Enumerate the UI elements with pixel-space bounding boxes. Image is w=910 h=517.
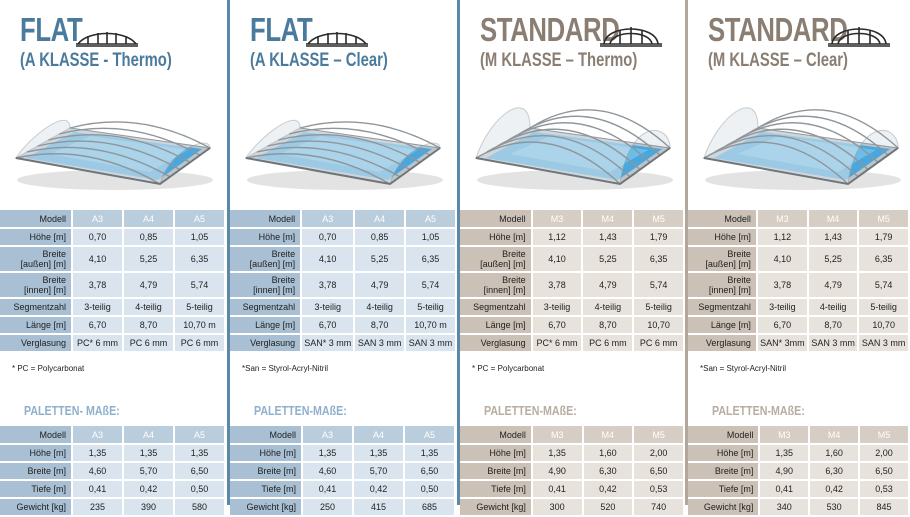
- table-cell: 4,90: [759, 462, 809, 480]
- table-cell: 4-teilig: [582, 298, 633, 316]
- product-column-standard-clear: [688, 0, 910, 512]
- table-cell: 0,42: [123, 480, 174, 498]
- row-label: [688, 272, 757, 298]
- row-label: Gewicht [kg]: [0, 498, 72, 516]
- table-cell: 580: [174, 498, 225, 516]
- table-row: [0, 298, 225, 316]
- row-label-line: Breite: [727, 249, 751, 259]
- row-label: Höhe [m]: [230, 228, 301, 246]
- table-cell: 6,35: [405, 246, 456, 272]
- table-header-row: [460, 210, 684, 228]
- table-cell: 4-teilig: [123, 298, 174, 316]
- table-row: [0, 334, 225, 352]
- footnote: * PC = Polycarbonat: [12, 364, 85, 373]
- table-row: [688, 444, 909, 462]
- table-cell: 1,35: [174, 444, 225, 462]
- table-cell: 1,35: [72, 444, 123, 462]
- table-cell: 5,25: [808, 246, 859, 272]
- row-label-line: [innen] [m]: [483, 285, 526, 295]
- table-cell: 4,79: [354, 272, 405, 298]
- row-label-line: Breite: [42, 249, 66, 259]
- table-cell: SAN 3 mm: [858, 334, 909, 352]
- model-name: M3: [532, 426, 583, 444]
- table-row: [688, 316, 909, 334]
- table-cell: 3,78: [532, 272, 583, 298]
- table-row: [0, 444, 225, 462]
- pallet-dimensions-table: [230, 426, 456, 517]
- table-cell: 0,41: [72, 480, 123, 498]
- table-cell: 5,70: [353, 462, 404, 480]
- standard-dome-icon: [598, 22, 664, 48]
- table-cell: 300: [532, 498, 583, 516]
- row-label: [688, 246, 757, 272]
- row-label: Breite [m]: [230, 462, 302, 480]
- table-cell: PC* 6 mm: [72, 334, 123, 352]
- product-column-flat-thermo: [0, 0, 227, 512]
- row-label: Länge [m]: [688, 316, 757, 334]
- row-label: Verglasung: [460, 334, 532, 352]
- table-row: [688, 272, 909, 298]
- table-cell: 0,41: [759, 480, 809, 498]
- product-title: FLAT: [250, 11, 313, 48]
- row-label-line: Breite: [271, 275, 296, 285]
- model-name: A5: [405, 210, 456, 228]
- table-row: [230, 272, 456, 298]
- product-title: FLAT: [20, 11, 83, 48]
- table-cell: 0,42: [353, 480, 404, 498]
- table-cell: 235: [72, 498, 123, 516]
- model-name: A5: [404, 426, 455, 444]
- row-label: Tiefe [m]: [230, 480, 302, 498]
- model-name: A4: [353, 426, 404, 444]
- table-row: [0, 498, 225, 516]
- row-label: Segmentzahl: [230, 298, 301, 316]
- row-label-line: [innen] [m]: [708, 285, 751, 295]
- model-name: M4: [809, 426, 859, 444]
- table-header-row: [688, 426, 909, 444]
- table-cell: 4,60: [72, 462, 123, 480]
- table-row: [460, 272, 684, 298]
- pallet-dimensions-table: [460, 426, 685, 517]
- row-label: [0, 246, 72, 272]
- table-cell: 4,10: [532, 246, 583, 272]
- table-cell: 4,10: [301, 246, 354, 272]
- table-cell: 1,35: [123, 444, 174, 462]
- table-cell: 8,70: [354, 316, 405, 334]
- table-row: [0, 316, 225, 334]
- table-cell: 6,35: [858, 246, 909, 272]
- table-cell: 6,50: [859, 462, 909, 480]
- table-row: [0, 228, 225, 246]
- table-cell: 530: [809, 498, 859, 516]
- table-cell: 1,79: [858, 228, 909, 246]
- row-label: Segmentzahl: [460, 298, 532, 316]
- table-cell: 6,35: [174, 246, 225, 272]
- table-cell: 390: [123, 498, 174, 516]
- model-name: A4: [123, 426, 174, 444]
- table-cell: 0,85: [354, 228, 405, 246]
- table-cell: 5-teilig: [174, 298, 225, 316]
- table-cell: 3,78: [757, 272, 808, 298]
- table-row: [688, 298, 909, 316]
- row-label-line: [außen] [m]: [705, 259, 751, 269]
- table-row: [460, 498, 684, 516]
- row-label: Verglasung: [230, 334, 301, 352]
- row-label: [230, 246, 301, 272]
- table-cell: 0,50: [174, 480, 225, 498]
- row-label-line: Breite: [502, 275, 526, 285]
- table-cell: 5,74: [405, 272, 456, 298]
- table-cell: 5-teilig: [858, 298, 909, 316]
- table-cell: 415: [353, 498, 404, 516]
- table-cell: 250: [302, 498, 353, 516]
- row-label-line: Breite: [271, 249, 296, 259]
- table-cell: SAN* 3mm: [757, 334, 808, 352]
- table-cell: 6,70: [532, 316, 583, 334]
- table-cell: 0,70: [301, 228, 354, 246]
- table-cell: 6,35: [633, 246, 684, 272]
- table-cell: 4,10: [757, 246, 808, 272]
- table-header-row: [0, 210, 225, 228]
- pallet-dimensions-table: [0, 426, 226, 517]
- table-row: [460, 298, 684, 316]
- table-cell: 3,78: [301, 272, 354, 298]
- table-row: [688, 246, 909, 272]
- row-label-line: [außen] [m]: [20, 259, 66, 269]
- table-cell: 1,35: [404, 444, 455, 462]
- model-name: A3: [302, 426, 353, 444]
- specification-table: [0, 210, 226, 353]
- table-row: [460, 444, 684, 462]
- table-cell: 3-teilig: [757, 298, 808, 316]
- model-name: M3: [532, 210, 583, 228]
- table-cell: 6,70: [301, 316, 354, 334]
- table-cell: 1,05: [405, 228, 456, 246]
- product-subtitle: (M KLASSE – Clear): [708, 50, 848, 71]
- row-label: Breite [m]: [460, 462, 532, 480]
- model-name: M5: [633, 210, 684, 228]
- table-cell: 340: [759, 498, 809, 516]
- table-header-row: [230, 210, 456, 228]
- table-row: [460, 228, 684, 246]
- table-cell: PC 6 mm: [174, 334, 225, 352]
- table-cell: 6,30: [809, 462, 859, 480]
- footnote: *San = Styrol-Acryl-Nitril: [700, 364, 787, 373]
- table-cell: 1,35: [759, 444, 809, 462]
- table-cell: 6,50: [174, 462, 225, 480]
- table-cell: 8,70: [808, 316, 859, 334]
- row-label: Höhe [m]: [0, 228, 72, 246]
- row-label: Tiefe [m]: [688, 480, 759, 498]
- model-name: A4: [123, 210, 174, 228]
- row-label: Verglasung: [688, 334, 757, 352]
- model-name: A3: [301, 210, 354, 228]
- table-cell: 6,50: [633, 462, 684, 480]
- row-label: Länge [m]: [460, 316, 532, 334]
- row-label: [460, 272, 532, 298]
- table-cell: 4,79: [123, 272, 174, 298]
- table-cell: 10,70: [633, 316, 684, 334]
- table-header-row: [460, 426, 684, 444]
- standard-dome-icon: [826, 22, 892, 48]
- table-cell: 3-teilig: [301, 298, 354, 316]
- pool-enclosure-image: [240, 88, 445, 198]
- row-label: Gewicht [kg]: [688, 498, 759, 516]
- row-label: Gewicht [kg]: [230, 498, 302, 516]
- table-cell: 4,79: [582, 272, 633, 298]
- table-cell: 8,70: [123, 316, 174, 334]
- table-cell: 1,12: [532, 228, 583, 246]
- table-cell: PC 6 mm: [582, 334, 633, 352]
- row-label: Höhe [m]: [688, 228, 757, 246]
- table-cell: PC 6 mm: [123, 334, 174, 352]
- table-cell: 8,70: [582, 316, 633, 334]
- table-row: [230, 334, 456, 352]
- table-cell: PC* 6 mm: [532, 334, 583, 352]
- table-cell: 3-teilig: [532, 298, 583, 316]
- pallet-dimensions-table: [688, 426, 910, 517]
- table-cell: 5,74: [174, 272, 225, 298]
- pool-enclosure-image: [10, 88, 215, 198]
- row-label-line: [außen] [m]: [249, 259, 296, 269]
- product-subtitle: (M KLASSE – Thermo): [480, 50, 638, 71]
- row-label: Breite [m]: [688, 462, 759, 480]
- table-cell: 740: [633, 498, 684, 516]
- table-row: [0, 246, 225, 272]
- table-cell: 1,35: [302, 444, 353, 462]
- row-label: Tiefe [m]: [0, 480, 72, 498]
- table-row: [460, 316, 684, 334]
- product-column-flat-clear: [230, 0, 457, 512]
- table-cell: 1,79: [633, 228, 684, 246]
- table-row: [460, 334, 684, 352]
- row-label: Höhe [m]: [460, 444, 532, 462]
- model-name: A5: [174, 426, 225, 444]
- table-cell: 5,74: [858, 272, 909, 298]
- model-name: M4: [808, 210, 859, 228]
- model-name: A3: [72, 426, 123, 444]
- row-label: Segmentzahl: [688, 298, 757, 316]
- row-label: Breite [m]: [0, 462, 72, 480]
- product-column-standard-thermo: [460, 0, 685, 512]
- specification-table: [688, 210, 910, 353]
- table-header-row: [688, 210, 909, 228]
- table-cell: 1,12: [757, 228, 808, 246]
- pool-enclosure-image: [698, 88, 903, 198]
- row-label: Höhe [m]: [688, 444, 759, 462]
- table-cell: 5-teilig: [633, 298, 684, 316]
- table-row: [230, 246, 456, 272]
- table-cell: 2,00: [859, 444, 909, 462]
- row-label: Länge [m]: [230, 316, 301, 334]
- model-name: M5: [858, 210, 909, 228]
- table-cell: 0,41: [532, 480, 583, 498]
- table-cell: 6,50: [404, 462, 455, 480]
- table-cell: 1,35: [353, 444, 404, 462]
- table-cell: SAN* 3 mm: [301, 334, 354, 352]
- table-row: [230, 228, 456, 246]
- row-label-line: Breite: [502, 249, 526, 259]
- table-cell: 1,35: [532, 444, 583, 462]
- row-label-line: Breite: [42, 275, 66, 285]
- table-cell: 4,79: [808, 272, 859, 298]
- row-label: Länge [m]: [0, 316, 72, 334]
- row-label: [0, 272, 72, 298]
- model-label: Modell: [230, 210, 301, 228]
- table-row: [460, 480, 684, 498]
- model-label: Modell: [230, 426, 302, 444]
- table-cell: 6,30: [583, 462, 634, 480]
- table-cell: 5,70: [123, 462, 174, 480]
- row-label: Tiefe [m]: [460, 480, 532, 498]
- table-cell: 0,85: [123, 228, 174, 246]
- table-cell: 2,00: [633, 444, 684, 462]
- table-cell: 5,25: [123, 246, 174, 272]
- table-cell: 10,70: [858, 316, 909, 334]
- table-cell: 6,70: [72, 316, 123, 334]
- table-cell: 10,70 m: [405, 316, 456, 334]
- table-cell: SAN 3 mm: [354, 334, 405, 352]
- specification-table: [230, 210, 457, 353]
- table-cell: 1,60: [809, 444, 859, 462]
- table-header-row: [0, 426, 225, 444]
- table-cell: 685: [404, 498, 455, 516]
- table-cell: SAN 3 mm: [808, 334, 859, 352]
- row-label: Höhe [m]: [0, 444, 72, 462]
- table-row: [0, 272, 225, 298]
- table-cell: 0,42: [583, 480, 634, 498]
- product-subtitle: (A KLASSE – Clear): [250, 50, 388, 71]
- model-label: Modell: [688, 426, 759, 444]
- pallet-dimensions-title: PALETTEN-MAßE:: [254, 403, 347, 418]
- table-row: [688, 480, 909, 498]
- table-cell: 0,41: [302, 480, 353, 498]
- table-cell: 1,05: [174, 228, 225, 246]
- table-cell: PC 6 mm: [633, 334, 684, 352]
- specification-table: [460, 210, 685, 353]
- model-name: A5: [174, 210, 225, 228]
- table-header-row: [230, 426, 455, 444]
- table-cell: 5,25: [354, 246, 405, 272]
- table-cell: SAN 3 mm: [405, 334, 456, 352]
- table-cell: 0,53: [859, 480, 909, 498]
- row-label: Segmentzahl: [0, 298, 72, 316]
- table-row: [230, 316, 456, 334]
- table-cell: 4,10: [72, 246, 123, 272]
- table-row: [688, 498, 909, 516]
- table-row: [230, 462, 455, 480]
- table-row: [230, 480, 455, 498]
- row-label: [230, 272, 301, 298]
- table-cell: 1,43: [808, 228, 859, 246]
- row-label: [460, 246, 532, 272]
- model-label: Modell: [0, 210, 72, 228]
- row-label: Höhe [m]: [230, 444, 302, 462]
- table-cell: 0,70: [72, 228, 123, 246]
- table-cell: 845: [859, 498, 909, 516]
- pallet-dimensions-title: PALETTEN-MAßE:: [712, 403, 805, 418]
- model-label: Modell: [460, 210, 532, 228]
- row-label-line: [innen] [m]: [23, 285, 66, 295]
- product-subtitle: (A KLASSE - Thermo): [20, 50, 172, 71]
- pool-enclosure-image: [470, 88, 675, 198]
- table-row: [230, 498, 455, 516]
- row-label-line: [außen] [m]: [480, 259, 526, 269]
- pallet-dimensions-title: PALETTEN- MAßE:: [24, 403, 120, 418]
- model-label: Modell: [460, 426, 532, 444]
- table-cell: 0,50: [404, 480, 455, 498]
- row-label-line: [innen] [m]: [253, 285, 296, 295]
- table-cell: 5,74: [633, 272, 684, 298]
- table-cell: 0,53: [633, 480, 684, 498]
- table-cell: 1,60: [583, 444, 634, 462]
- table-row: [688, 334, 909, 352]
- table-cell: 4,90: [532, 462, 583, 480]
- table-row: [230, 444, 455, 462]
- table-row: [0, 480, 225, 498]
- table-cell: 4,60: [302, 462, 353, 480]
- model-name: M5: [859, 426, 909, 444]
- pallet-dimensions-title: PALETTEN-MAßE:: [484, 403, 577, 418]
- table-cell: 4-teilig: [354, 298, 405, 316]
- model-name: M4: [582, 210, 633, 228]
- table-cell: 10,70 m: [174, 316, 225, 334]
- table-cell: 5,25: [582, 246, 633, 272]
- table-cell: 520: [583, 498, 634, 516]
- table-row: [688, 462, 909, 480]
- table-cell: 3-teilig: [72, 298, 123, 316]
- model-label: Modell: [0, 426, 72, 444]
- table-row: [230, 298, 456, 316]
- table-cell: 4-teilig: [808, 298, 859, 316]
- product-title: STANDARD: [708, 11, 848, 48]
- table-cell: 1,43: [582, 228, 633, 246]
- row-label: Höhe [m]: [460, 228, 532, 246]
- row-label: Gewicht [kg]: [460, 498, 532, 516]
- table-cell: 3,78: [72, 272, 123, 298]
- flat-dome-icon: [304, 22, 370, 48]
- product-title: STANDARD: [480, 11, 620, 48]
- table-cell: 0,42: [809, 480, 859, 498]
- flat-dome-icon: [74, 22, 140, 48]
- row-label-line: Breite: [727, 275, 751, 285]
- model-name: M5: [633, 426, 684, 444]
- model-name: A3: [72, 210, 123, 228]
- table-cell: 5-teilig: [405, 298, 456, 316]
- row-label: Verglasung: [0, 334, 72, 352]
- model-name: M4: [583, 426, 634, 444]
- footnote: * PC = Polycarbonat: [472, 364, 545, 373]
- table-row: [0, 462, 225, 480]
- model-name: A4: [354, 210, 405, 228]
- model-name: M3: [759, 426, 809, 444]
- table-cell: 6,70: [757, 316, 808, 334]
- model-label: Modell: [688, 210, 757, 228]
- table-row: [688, 228, 909, 246]
- table-row: [460, 462, 684, 480]
- table-row: [460, 246, 684, 272]
- model-name: M3: [757, 210, 808, 228]
- footnote: *San = Styrol-Acryl-Nitril: [242, 364, 329, 373]
